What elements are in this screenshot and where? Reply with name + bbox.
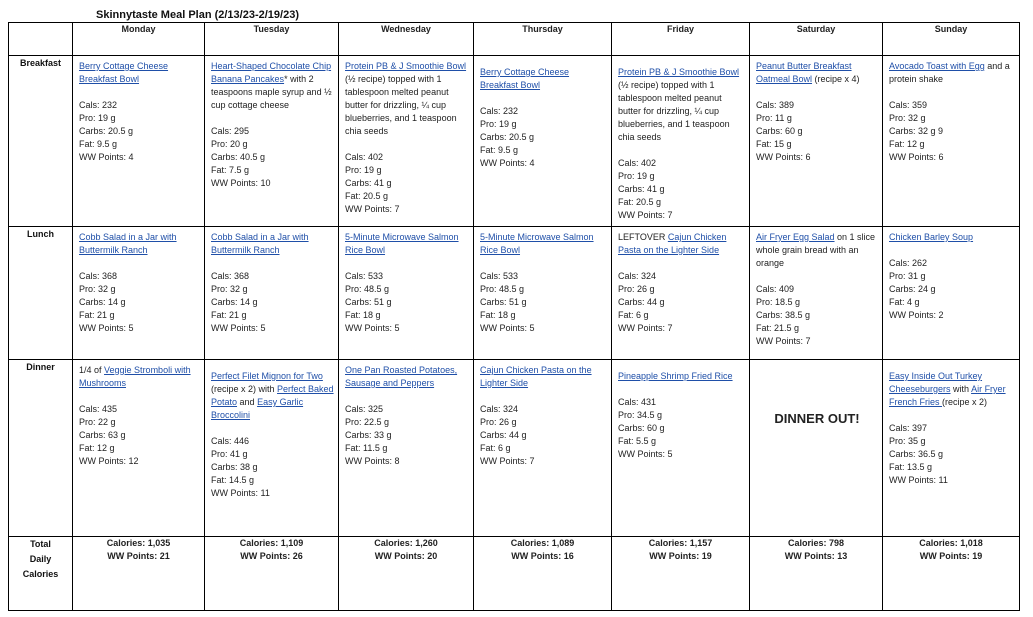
nutrition-line: Fat: 5.5 g	[618, 436, 657, 446]
nutrition-line: Fat: 14.5 g	[211, 475, 255, 485]
meal-note-text: (recipe x 2) with	[211, 384, 278, 394]
nutrition-line: Cals: 295	[211, 126, 250, 136]
nutrition-line: Fat: 6 g	[618, 310, 649, 320]
meal-description	[756, 60, 878, 86]
nutrition-line: Cals: 359	[889, 100, 928, 110]
meal-cell-content	[612, 360, 749, 461]
recipe-link[interactable]: Easy Garlic Broccolini	[211, 397, 304, 420]
nutrition-line: Pro: 32 g	[79, 284, 116, 294]
lunch-cell-friday	[612, 227, 750, 360]
recipe-link[interactable]: Berry Cottage Cheese Breakfast Bowl	[79, 61, 169, 84]
dinner-cell-thursday	[474, 360, 612, 537]
meal-cell-content	[339, 227, 473, 335]
dinner-cell-tuesday	[205, 360, 339, 537]
nutrition-line: Cals: 232	[79, 100, 118, 110]
meal-note-text: (½ recipe) topped with 1 tablespoon melted peanut butter for drizzling, ¼ cup blueberries, and 1 teaspoon chia seeds	[618, 80, 730, 142]
totals-row	[9, 537, 1020, 611]
total-calories: Calories: 1,018	[919, 538, 983, 548]
meal-cell-content	[73, 56, 204, 164]
recipe-link[interactable]: Cajun Chicken Pasta on the Lighter Side	[480, 365, 592, 388]
nutrition-line: Carbs: 38.5 g	[756, 310, 811, 320]
meal-description	[345, 60, 469, 138]
total-ww-points: WW Points: 13	[784, 551, 848, 561]
meal-description	[480, 364, 607, 390]
lunch-cell-wednesday	[339, 227, 474, 360]
nutrition-line: Cals: 325	[345, 404, 384, 414]
nutrition-line: Pro: 48.5 g	[480, 284, 525, 294]
recipe-link[interactable]: Air Fryer French Fries	[889, 384, 1006, 407]
nutrition-line: WW Points: 6	[889, 152, 944, 162]
nutrition-line: Pro: 19 g	[345, 165, 382, 175]
meal-plan-table	[8, 22, 1020, 611]
total-ww-points: WW Points: 20	[374, 551, 438, 561]
meal-note-text: 1/4 of	[79, 365, 105, 375]
recipe-link[interactable]: Berry Cottage Cheese Breakfast Bowl	[480, 67, 570, 90]
meal-cell-content	[205, 56, 338, 190]
corner-cell	[9, 23, 73, 56]
meal-cell-content	[750, 227, 882, 348]
meal-description	[480, 231, 607, 257]
recipe-link[interactable]: Perfect Filet Mignon for Two	[211, 371, 323, 381]
meal-note-text: (½ recipe) topped with 1 tablespoon melted peanut butter for drizzling, ¼ cup blueberries, and 1 teaspoon chia seeds	[345, 74, 457, 136]
breakfast-cell-sunday	[883, 56, 1020, 227]
total-ww-points: WW Points: 19	[649, 551, 712, 561]
meal-cell-content	[883, 227, 1019, 322]
meal-description	[211, 231, 334, 257]
breakfast-cell-tuesday	[205, 56, 339, 227]
total-cell-thursday	[474, 537, 612, 611]
recipe-link[interactable]: One Pan Roasted Potatoes, Sausage and Peppers	[345, 365, 458, 388]
total-ww-points: WW Points: 26	[240, 551, 303, 561]
total-ww-points: WW Points: 21	[107, 551, 170, 561]
nutrition-line: Cals: 368	[79, 271, 118, 281]
nutrition-line: Cals: 409	[756, 284, 795, 294]
breakfast-cell-wednesday	[339, 56, 474, 227]
row-label-text: Daily	[29, 554, 52, 564]
meal-description	[618, 66, 745, 144]
recipe-link[interactable]: Cobb Salad in a Jar with Buttermilk Ranch	[79, 232, 177, 255]
dinner-cell-wednesday	[339, 360, 474, 537]
breakfast-row	[9, 56, 1020, 227]
nutrition-line: Carbs: 44 g	[480, 430, 527, 440]
nutrition-line: Carbs: 60 g	[756, 126, 803, 136]
nutrition-line: Pro: 31 g	[889, 271, 926, 281]
nutrition-line: Pro: 41 g	[211, 449, 248, 459]
row-label-breakfast	[9, 56, 73, 227]
meal-description	[618, 370, 745, 383]
meal-cell-content	[339, 56, 473, 216]
nutrition-line: Cals: 402	[618, 158, 657, 168]
meal-description	[211, 370, 334, 422]
nutrition-line: WW Points: 5	[345, 323, 400, 333]
nutrition-line: Pro: 18.5 g	[756, 297, 801, 307]
nutrition-line: Pro: 19 g	[79, 113, 116, 123]
day-header-thursday: Thursday	[474, 23, 612, 56]
recipe-link[interactable]: 5-Minute Microwave Salmon Rice Bowl	[480, 232, 594, 255]
dinner-cell-friday	[612, 360, 750, 537]
nutrition-line: WW Points: 5	[618, 449, 673, 459]
meal-note-text: and a protein shake	[889, 61, 1010, 84]
nutrition-line: WW Points: 11	[211, 488, 270, 498]
nutrition-line: Pro: 32 g	[889, 113, 926, 123]
total-calories: Calories: 1,157	[648, 538, 713, 548]
nutrition-line: Fat: 15 g	[756, 139, 792, 149]
total-cell-tuesday	[205, 537, 339, 611]
recipe-link[interactable]: Heart-Shaped Chocolate Chip Banana Pancakes	[211, 61, 332, 84]
nutrition-line: Carbs: 51 g	[345, 297, 392, 307]
recipe-link[interactable]: Pineapple Shrimp Fried Rice	[618, 371, 733, 381]
meal-cell-content	[612, 56, 749, 222]
total-cell-sunday	[883, 537, 1020, 611]
nutrition-line: Pro: 26 g	[480, 417, 517, 427]
nutrition-line: WW Points: 7	[618, 323, 673, 333]
nutrition-line: Carbs: 33 g	[345, 430, 392, 440]
meal-description	[345, 364, 469, 390]
nutrition-line: WW Points: 7	[345, 204, 400, 214]
nutrition-line: Pro: 19 g	[480, 119, 517, 129]
total-calories: Calories: 1,260	[374, 538, 438, 548]
day-header-wednesday: Wednesday	[339, 23, 474, 56]
nutrition-line: Fat: 7.5 g	[211, 165, 250, 175]
nutrition-line: Pro: 48.5 g	[345, 284, 390, 294]
nutrition-line: WW Points: 8	[345, 456, 400, 466]
nutrition-line: Fat: 21 g	[79, 310, 115, 320]
nutrition-line: WW Points: 7	[756, 336, 811, 346]
dinner-out-label: DINNER OUT!	[774, 411, 860, 426]
lunch-cell-tuesday	[205, 227, 339, 360]
nutrition-line: Carbs: 14 g	[79, 297, 126, 307]
nutrition-line: Fat: 21 g	[211, 310, 247, 320]
recipe-link[interactable]: Chicken Barley Soup	[889, 232, 974, 242]
nutrition-line: Fat: 6 g	[480, 443, 511, 453]
total-cell-friday	[612, 537, 750, 611]
nutrition-line: Cals: 533	[345, 271, 384, 281]
nutrition-line: Pro: 34.5 g	[618, 410, 663, 420]
recipe-link[interactable]: Air Fryer Egg Salad	[756, 232, 835, 242]
meal-cell-content	[474, 56, 611, 170]
recipe-link[interactable]: Peanut Butter Breakfast Oatmeal Bowl	[756, 61, 852, 84]
nutrition-line: Fat: 18 g	[345, 310, 381, 320]
meal-note-text: (recipe x 2)	[942, 397, 988, 407]
nutrition-line: Cals: 446	[211, 436, 250, 446]
meal-note-text: * with 2 teaspoons maple syrup and ½ cup cottage cheese	[211, 74, 332, 110]
meal-note-text: with	[950, 384, 972, 394]
recipe-link[interactable]: 5-Minute Microwave Salmon Rice Bowl	[345, 232, 459, 255]
nutrition-line: WW Points: 4	[79, 152, 134, 162]
recipe-link[interactable]: Cajun Chicken Pasta on the Lighter Side	[618, 232, 727, 255]
nutrition-line: Cals: 533	[480, 271, 519, 281]
breakfast-cell-monday	[73, 56, 205, 227]
breakfast-cell-thursday	[474, 56, 612, 227]
nutrition-line: Fat: 18 g	[480, 310, 516, 320]
meal-cell-content	[73, 360, 204, 468]
meal-description	[889, 231, 1015, 244]
meal-note-text: LEFTOVER	[618, 232, 668, 242]
total-calories: Calories: 1,089	[510, 538, 575, 548]
meal-cell-content	[883, 360, 1019, 487]
meal-description	[480, 66, 607, 92]
nutrition-line: Carbs: 24 g	[889, 284, 936, 294]
nutrition-line: Carbs: 41 g	[618, 184, 665, 194]
day-header-tuesday: Tuesday	[205, 23, 339, 56]
nutrition-line: Carbs: 20.5 g	[79, 126, 134, 136]
meal-cell-content	[205, 227, 338, 335]
row-label-text: Total	[30, 539, 51, 549]
header-row	[9, 23, 1020, 56]
nutrition-line: WW Points: 6	[756, 152, 811, 162]
total-cell-monday	[73, 537, 205, 611]
row-label-text: Dinner	[26, 362, 55, 372]
row-label-dinner	[9, 360, 73, 537]
nutrition-line: Pro: 19 g	[618, 171, 655, 181]
meal-description	[79, 60, 200, 86]
nutrition-line: Pro: 22.5 g	[345, 417, 390, 427]
nutrition-line: Carbs: 36.5 g	[889, 449, 944, 459]
nutrition-line: Carbs: 14 g	[211, 297, 258, 307]
meal-description	[79, 364, 200, 390]
meal-cell-content	[339, 360, 473, 468]
breakfast-cell-saturday	[750, 56, 883, 227]
meal-cell-content	[73, 227, 204, 335]
nutrition-line: Pro: 32 g	[211, 284, 248, 294]
nutrition-line: Carbs: 51 g	[480, 297, 527, 307]
nutrition-line: Cals: 324	[618, 271, 657, 281]
meal-description	[79, 231, 200, 257]
meal-cell-content	[205, 360, 338, 500]
nutrition-line: Cals: 402	[345, 152, 384, 162]
nutrition-line: Fat: 20.5 g	[345, 191, 389, 201]
lunch-cell-saturday	[750, 227, 883, 360]
nutrition-line: Carbs: 32 g 9	[889, 126, 944, 136]
lunch-cell-monday	[73, 227, 205, 360]
nutrition-line: Pro: 11 g	[756, 113, 792, 123]
nutrition-line: Pro: 35 g	[889, 436, 926, 446]
nutrition-line: Cals: 389	[756, 100, 795, 110]
total-calories: Calories: 798	[787, 538, 845, 548]
meal-note-text: on 1 slice whole grain bread with an orange	[756, 232, 876, 268]
total-calories: Calories: 1,035	[106, 538, 171, 548]
recipe-link[interactable]: Veggie Stromboli with Mushrooms	[79, 365, 191, 388]
total-ww-points: WW Points: 19	[919, 551, 983, 561]
recipe-link[interactable]: Perfect Baked Potato	[211, 384, 334, 407]
recipe-link[interactable]: Protein PB & J Smoothie Bowl	[345, 61, 467, 71]
meal-cell-content	[883, 56, 1019, 164]
lunch-row	[9, 227, 1020, 360]
meal-cell-content	[750, 56, 882, 164]
nutrition-line: WW Points: 4	[480, 158, 535, 168]
day-header-sunday: Sunday	[883, 23, 1020, 56]
nutrition-line: Cals: 397	[889, 423, 928, 433]
nutrition-line: WW Points: 10	[211, 178, 271, 188]
nutrition-line: Fat: 11.5 g	[345, 443, 388, 453]
nutrition-line: Pro: 22 g	[79, 417, 116, 427]
dinner-cell-sunday	[883, 360, 1020, 537]
meal-description	[345, 231, 469, 257]
nutrition-line: Fat: 21.5 g	[756, 323, 800, 333]
total-ww-points: WW Points: 16	[511, 551, 574, 561]
total-calories: Calories: 1,109	[239, 538, 304, 548]
nutrition-line: Carbs: 40.5 g	[211, 152, 266, 162]
nutrition-line: Cals: 232	[480, 106, 519, 116]
recipe-link[interactable]: Avocado Toast with Egg	[889, 61, 985, 71]
day-header-monday: Monday	[73, 23, 205, 56]
nutrition-line: Cals: 262	[889, 258, 928, 268]
nutrition-line: WW Points: 7	[480, 456, 535, 466]
recipe-link[interactable]: Protein PB & J Smoothie Bowl	[618, 67, 740, 77]
nutrition-line: Carbs: 20.5 g	[480, 132, 535, 142]
dinner-cell-monday	[73, 360, 205, 537]
nutrition-line: Fat: 9.5 g	[79, 139, 118, 149]
breakfast-cell-friday	[612, 56, 750, 227]
day-header-saturday: Saturday	[750, 23, 883, 56]
meal-description	[889, 60, 1015, 86]
total-cell-wednesday	[339, 537, 474, 611]
meal-note-text: and	[237, 397, 258, 407]
meal-cell-content	[612, 227, 749, 335]
meal-description	[211, 60, 334, 112]
row-label-text: Breakfast	[19, 58, 62, 68]
dinner-cell-saturday	[750, 360, 883, 537]
nutrition-line: Fat: 9.5 g	[480, 145, 519, 155]
meal-description	[756, 231, 878, 270]
nutrition-line: WW Points: 12	[79, 456, 139, 466]
nutrition-line: Carbs: 60 g	[618, 423, 665, 433]
nutrition-line: WW Points: 11	[889, 475, 948, 485]
row-label-text: Lunch	[27, 229, 54, 239]
nutrition-line: Fat: 12 g	[889, 139, 925, 149]
nutrition-line: Carbs: 63 g	[79, 430, 126, 440]
row-label-lunch	[9, 227, 73, 360]
meal-description	[889, 370, 1015, 409]
nutrition-line: Pro: 20 g	[211, 139, 248, 149]
total-cell-saturday	[750, 537, 883, 611]
nutrition-line: Cals: 368	[211, 271, 250, 281]
nutrition-line: WW Points: 5	[480, 323, 535, 333]
nutrition-line: WW Points: 5	[79, 323, 134, 333]
page-title: Skinnytaste Meal Plan (2/13/23-2/19/23)	[96, 9, 299, 21]
nutrition-line: WW Points: 7	[618, 210, 673, 220]
meal-cell-content	[474, 360, 611, 468]
recipe-link[interactable]: Easy Inside Out Turkey Cheeseburgers	[889, 371, 983, 394]
lunch-cell-thursday	[474, 227, 612, 360]
nutrition-line: Pro: 26 g	[618, 284, 655, 294]
recipe-link[interactable]: Cobb Salad in a Jar with Buttermilk Ranch	[211, 232, 309, 255]
nutrition-line: Fat: 13.5 g	[889, 462, 933, 472]
meal-description	[618, 231, 745, 257]
meal-cell-content	[474, 227, 611, 335]
nutrition-line: WW Points: 5	[211, 323, 266, 333]
meal-note-text: (recipe x 4)	[812, 74, 860, 84]
meal-cell-content	[750, 360, 882, 425]
nutrition-line: Carbs: 44 g	[618, 297, 665, 307]
nutrition-line: Carbs: 38 g	[211, 462, 258, 472]
lunch-cell-sunday	[883, 227, 1020, 360]
nutrition-line: Cals: 324	[480, 404, 519, 414]
nutrition-line: Fat: 20.5 g	[618, 197, 662, 207]
dinner-row	[9, 360, 1020, 537]
row-label-total	[9, 537, 73, 611]
nutrition-line: Fat: 12 g	[79, 443, 115, 453]
nutrition-line: Cals: 435	[79, 404, 118, 414]
day-header-friday: Friday	[612, 23, 750, 56]
nutrition-line: Carbs: 41 g	[345, 178, 392, 188]
nutrition-line: Fat: 4 g	[889, 297, 920, 307]
row-label-text: Calories	[22, 569, 59, 579]
nutrition-line: Cals: 431	[618, 397, 657, 407]
nutrition-line: WW Points: 2	[889, 310, 944, 320]
